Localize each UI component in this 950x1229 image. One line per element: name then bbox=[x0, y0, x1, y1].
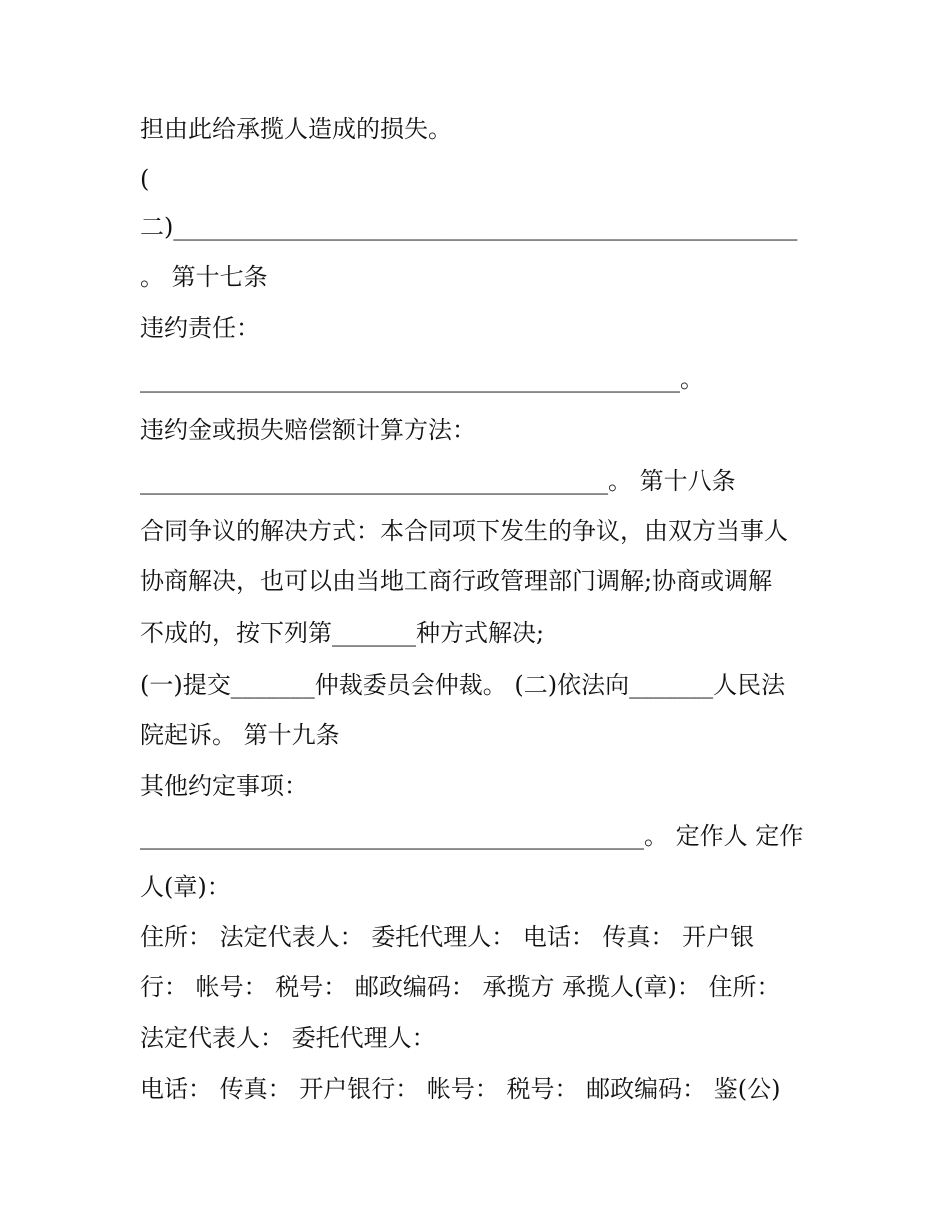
text-line-orderer-info: 住所： 法定代表人： 委托代理人： 电话： 传真： 开户银 bbox=[140, 923, 755, 951]
text-line-item-two-blank: 二)____________________________________________________ bbox=[140, 213, 798, 241]
text-line-orderer: __________________________________________。 定作人 定作 bbox=[140, 822, 804, 850]
text-line-article-18: _______________________________________。 第十八条 bbox=[140, 467, 736, 495]
text-line-loss: 担由此给承揽人造成的损失。 bbox=[140, 115, 452, 143]
text-line-breach-blank: _____________________________________________。 bbox=[140, 365, 704, 393]
text-line-dispute-2: 协商解决，也可以由当地工商行政管理部门调解;协商或调解 bbox=[140, 567, 773, 595]
text-line-dispute-3: 不成的，按下列第_______种方式解决; bbox=[140, 619, 545, 647]
text-line-contractor-info: 行： 帐号： 税号： 邮政编码： 承揽方 承揽人(章)： 住所： bbox=[140, 973, 781, 1001]
text-line-paren: ( bbox=[140, 165, 150, 193]
text-line-article-19: 院起诉。 第十九条 bbox=[140, 721, 340, 749]
text-line-arbitration: (一)提交_______仲裁委员会仲裁。 (二)依法向_______人民法 bbox=[140, 671, 786, 699]
text-line-dispute-1: 合同争议的解决方式：本合同项下发生的争议，由双方当事人 bbox=[140, 517, 788, 545]
text-line-contractor-rep: 法定代表人： 委托代理人： bbox=[140, 1024, 436, 1052]
text-line-penalty-method: 违约金或损失赔偿额计算方法： bbox=[140, 416, 476, 444]
text-line-article-17: 。 第十七条 bbox=[140, 263, 268, 291]
text-line-orderer-seal: 人(章)： bbox=[140, 873, 231, 901]
text-line-breach-liability: 违约责任： bbox=[140, 314, 260, 342]
text-line-contractor-contact: 电话： 传真： 开户银行： 帐号： 税号： 邮政编码： 鉴(公) bbox=[140, 1075, 781, 1103]
text-line-other-matters: 其他约定事项： bbox=[140, 772, 308, 800]
